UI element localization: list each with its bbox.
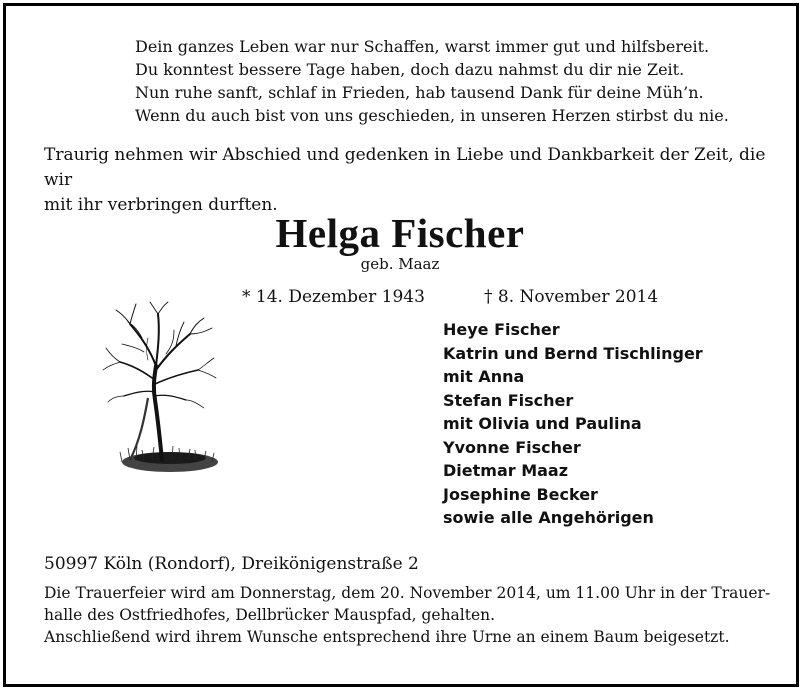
bare-tree-icon xyxy=(100,300,220,485)
poem-line: Dein ganzes Leben war nur Schaffen, warst immer gut und hilfsbereit. xyxy=(135,37,710,56)
intro-line: mit ihr verbringen durften. xyxy=(44,195,278,215)
mourners-list xyxy=(443,318,703,530)
ceremony-info xyxy=(44,582,769,648)
poem-line: Nun ruhe sanft, schlaf in Frieden, hab tausend Dank für deine Müh’n. xyxy=(135,83,704,102)
poem-line: Wenn du auch bist von uns geschieden, in unseren Herzen stirbst du nie. xyxy=(135,106,729,125)
mourner-name: Josephine Becker xyxy=(443,484,598,504)
mourner-name: mit Olivia und Paulina xyxy=(443,414,642,433)
mourner-name: mit Anna xyxy=(443,367,525,386)
ceremony-line: Anschließend wird ihrem Wunsche entsprechend ihre Urne an einem Baum beigesetzt. xyxy=(44,628,730,646)
mourner-name: Yvonne Fischer xyxy=(443,437,581,457)
poem-line: Du konntest bessere Tage haben, doch dazu nahmst du dir nie Zeit. xyxy=(135,60,685,79)
tree-branches xyxy=(103,302,216,408)
poem xyxy=(135,35,735,127)
ceremony-line: Die Trauerfeier wird am Donnerstag, dem 20. November 2014, um 11.00 Uhr in der Trauer- xyxy=(44,584,771,602)
intro-text xyxy=(44,143,769,218)
ceremony-line: halle des Ostfriedhofes, Dellbrücker Mauspfad, gehalten. xyxy=(44,606,496,624)
mourner-name: Katrin und Bernd Tischlinger xyxy=(443,343,703,363)
intro-line: Traurig nehmen wir Abschied und gedenken in Liebe und Dankbarkeit der Zeit, die wir xyxy=(44,145,766,190)
mourner-name: sowie alle Angehörigen xyxy=(443,508,654,527)
birth-date: * 14. Dezember 1943 xyxy=(242,287,425,307)
maiden-name: geb. Maaz xyxy=(360,255,440,273)
deceased-name: Helga Fischer xyxy=(275,210,525,256)
death-date: † 8. November 2014 xyxy=(484,287,659,307)
mourner-name: Stefan Fischer xyxy=(443,390,574,410)
mourner-name: Dietmar Maaz xyxy=(443,461,569,480)
address: 50997 Köln (Rondorf), Dreikönigenstraße 2 xyxy=(44,554,419,574)
mourner-name: Heye Fischer xyxy=(443,320,560,339)
